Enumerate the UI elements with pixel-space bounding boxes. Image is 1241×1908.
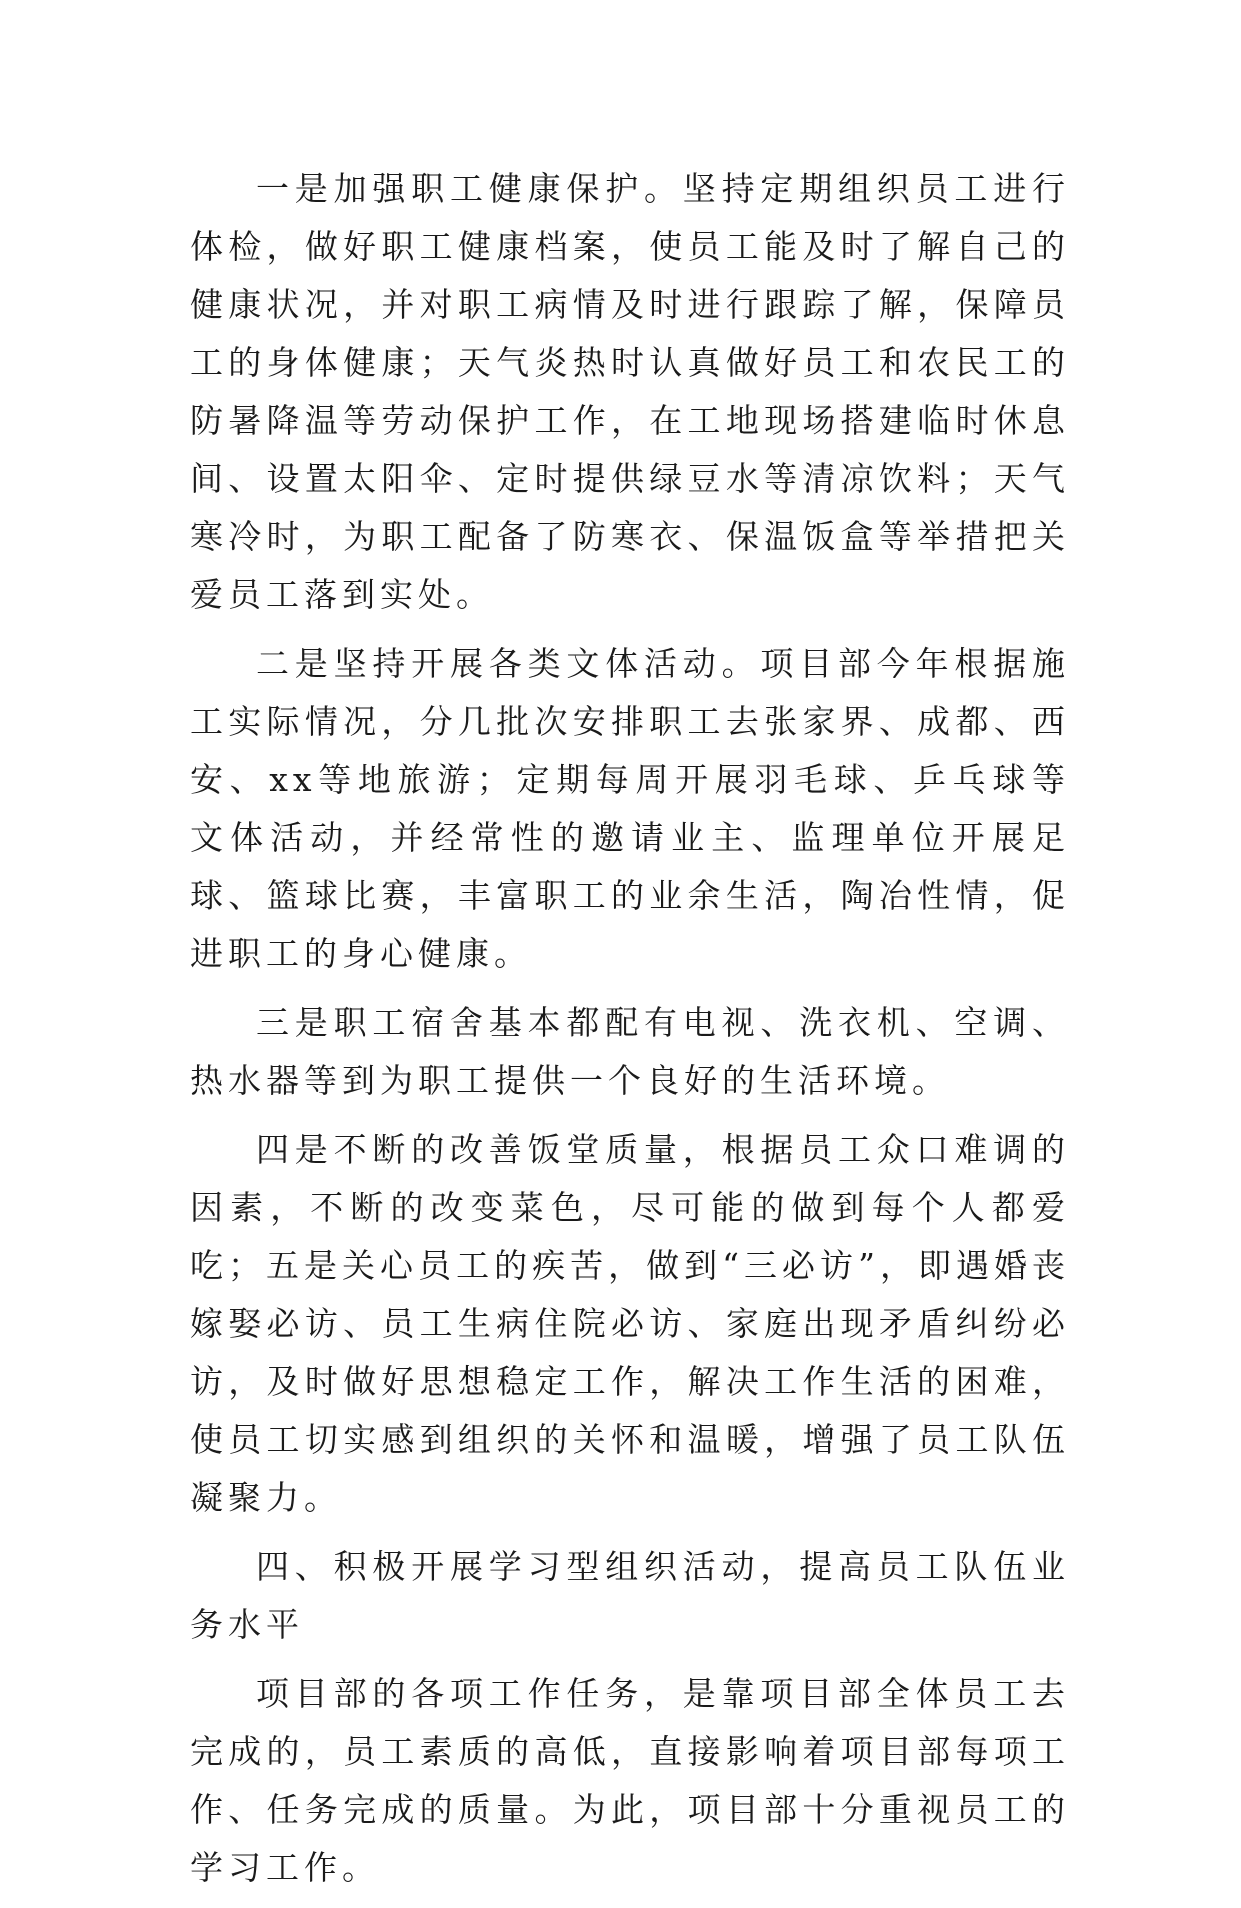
paragraph-cultural-activities: 二是坚持开展各类文体活动。项目部今年根据施工实际情况，分几批次安排职工去张家界、成都、西安、xx等地旅游；定期每周开展羽毛球、乒乓球等文体活动，并经常性的邀请业主、监理单位开展足球、篮球比赛，丰富职工的业余生活，陶冶性情，促进职工的身心健康。 (190, 644, 1070, 973)
paragraph-learning: 项目部的各项工作任务，是靠项目部全体员工去完成的，员工素质的高低，直接影响着项目部每项工作、任务完成的质量。为此，项目部十分重视员工的学习工作。 (190, 1674, 1070, 1887)
section-heading-learning: 四、积极开展学习型组织活动，提高员工队伍业务水平 (190, 1547, 1070, 1644)
paragraph-health-protection: 一是加强职工健康保护。坚持定期组织员工进行体检，做好职工健康档案，使员工能及时了解自己的健康状况，并对职工病情及时进行跟踪了解，保障员工的身体健康；天气炎热时认真做好员工和农民工的防暑降温等劳动保护工作，在工地现场搭建临时休息间、设置太阳伞、定时提供绿豆水等清凉饮料；天气寒冷时，为职工配备了防寒衣、保温饭盒等举措把关爱员工落到实处。 (190, 169, 1070, 614)
paragraph-canteen-care: 四是不断的改善饭堂质量，根据员工众口难调的因素，不断的改变菜色，尽可能的做到每个人都爱吃；五是关心员工的疾苦，做到“三必访”，即遇婚丧嫁娶必访、员工生病住院必访、家庭出现矛盾纠纷必访，及时做好思想稳定工作，解决工作生活的困难，使员工切实感到组织的关怀和温暖，增强了员工队伍凝聚力。 (190, 1130, 1070, 1517)
paragraph-dormitory: 三是职工宿舍基本都配有电视、洗衣机、空调、热水器等到为职工提供一个良好的生活环境。 (190, 1003, 1070, 1100)
document-body (190, 160, 1070, 1908)
